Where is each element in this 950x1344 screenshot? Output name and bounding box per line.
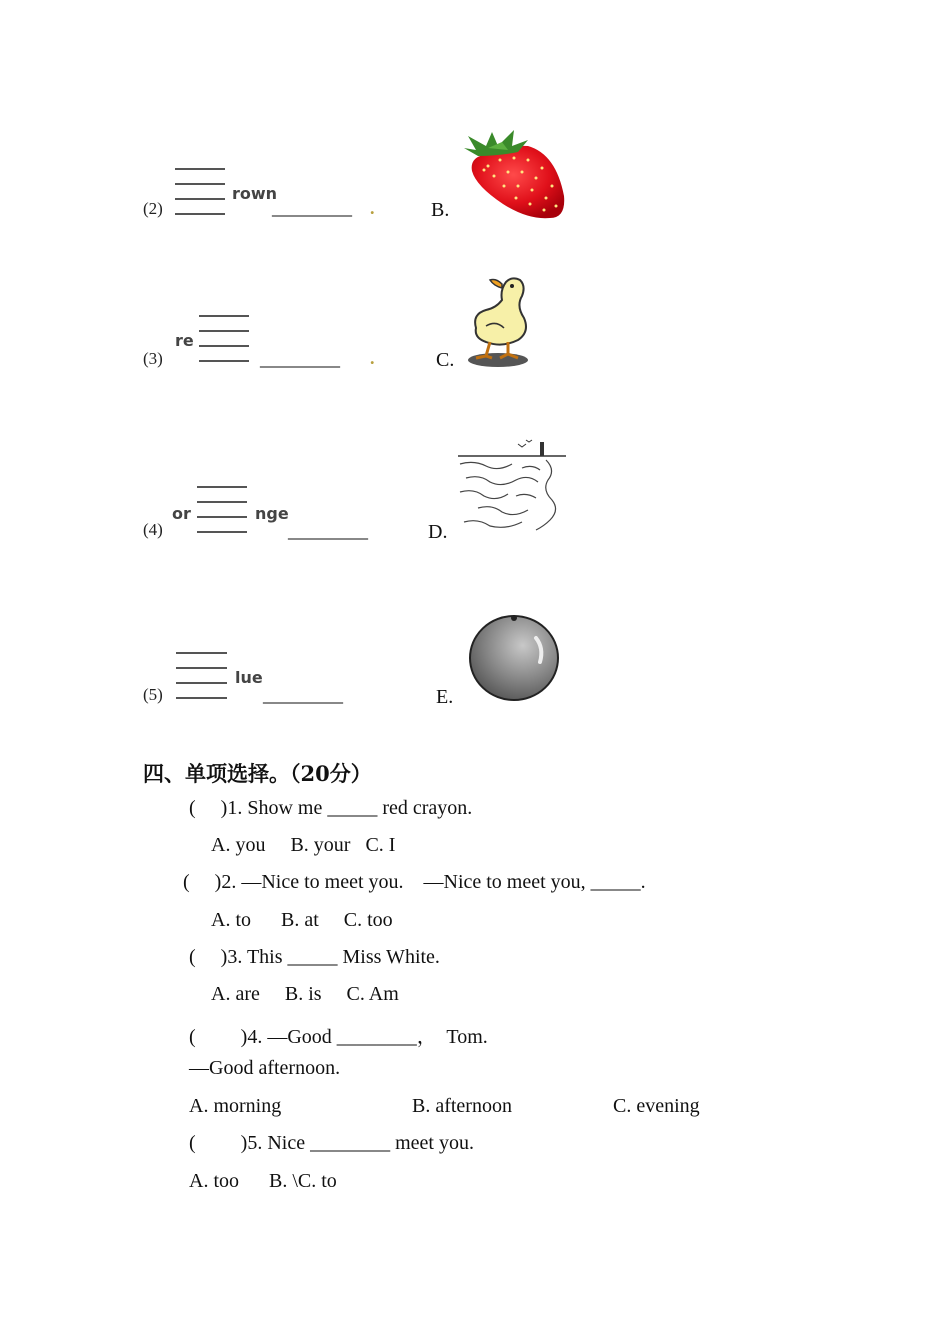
item-4-fragment-left: or: [172, 504, 191, 523]
item-3-fragment: re: [175, 331, 194, 350]
question-4-reply: —Good afternoon.: [189, 1057, 341, 1079]
item-5-answer-blank[interactable]: ________: [263, 684, 343, 706]
duck-icon: [462, 270, 534, 370]
item-2-answer-blank[interactable]: ________: [272, 197, 352, 219]
river-icon: [456, 434, 568, 534]
question-4-stem: ( )4. —Good ________， Tom.: [189, 1026, 488, 1048]
item-2-fragment: rown: [232, 184, 278, 203]
item-2-dot: .: [370, 198, 375, 218]
question-4-option-a[interactable]: A. morning: [189, 1095, 282, 1117]
item-4-fragment-right: nge: [255, 504, 289, 523]
item-5-fragment: lue: [235, 668, 263, 687]
question-1-options[interactable]: A. you B. your C. I: [211, 834, 396, 856]
strawberry-icon: [458, 126, 568, 221]
question-2-stem: ( )2. —Nice to meet you. —Nice to meet you, _____.: [183, 871, 646, 893]
question-3-options[interactable]: A. are B. is C. Am: [211, 983, 399, 1005]
item-4-answer-blank[interactable]: ________: [288, 520, 368, 542]
option-c-label: C.: [436, 349, 455, 371]
item-4-writing-lines: [197, 486, 247, 546]
item-5-writing-lines: [176, 652, 227, 712]
question-5-stem: ( )5. Nice ________ meet you.: [189, 1132, 474, 1154]
question-4-option-c[interactable]: C. evening: [613, 1095, 700, 1117]
item-4-number: (4): [143, 520, 163, 539]
item-2-writing-lines: [175, 168, 225, 228]
question-4-option-b[interactable]: B. afternoon: [412, 1095, 512, 1117]
item-5-number: (5): [143, 685, 163, 704]
orange-fruit-icon: [466, 612, 562, 704]
item-3-writing-lines: [199, 315, 249, 375]
question-2-options[interactable]: A. to B. at C. too: [211, 909, 393, 931]
item-3-dot: .: [370, 348, 375, 368]
item-2-number: (2): [143, 199, 163, 218]
option-d-label: D.: [428, 521, 448, 543]
question-3-stem: ( )3. This _____ Miss White.: [189, 946, 440, 968]
option-e-label: E.: [436, 686, 454, 708]
question-1-stem: ( )1. Show me _____ red crayon.: [189, 797, 473, 819]
item-3-answer-blank[interactable]: ________: [260, 348, 340, 370]
item-3-number: (3): [143, 349, 163, 368]
section-title: 四、单项选择。（20分）: [143, 761, 372, 786]
question-5-options[interactable]: A. too B. \C. to: [189, 1170, 337, 1192]
option-b-label: B.: [431, 199, 450, 221]
